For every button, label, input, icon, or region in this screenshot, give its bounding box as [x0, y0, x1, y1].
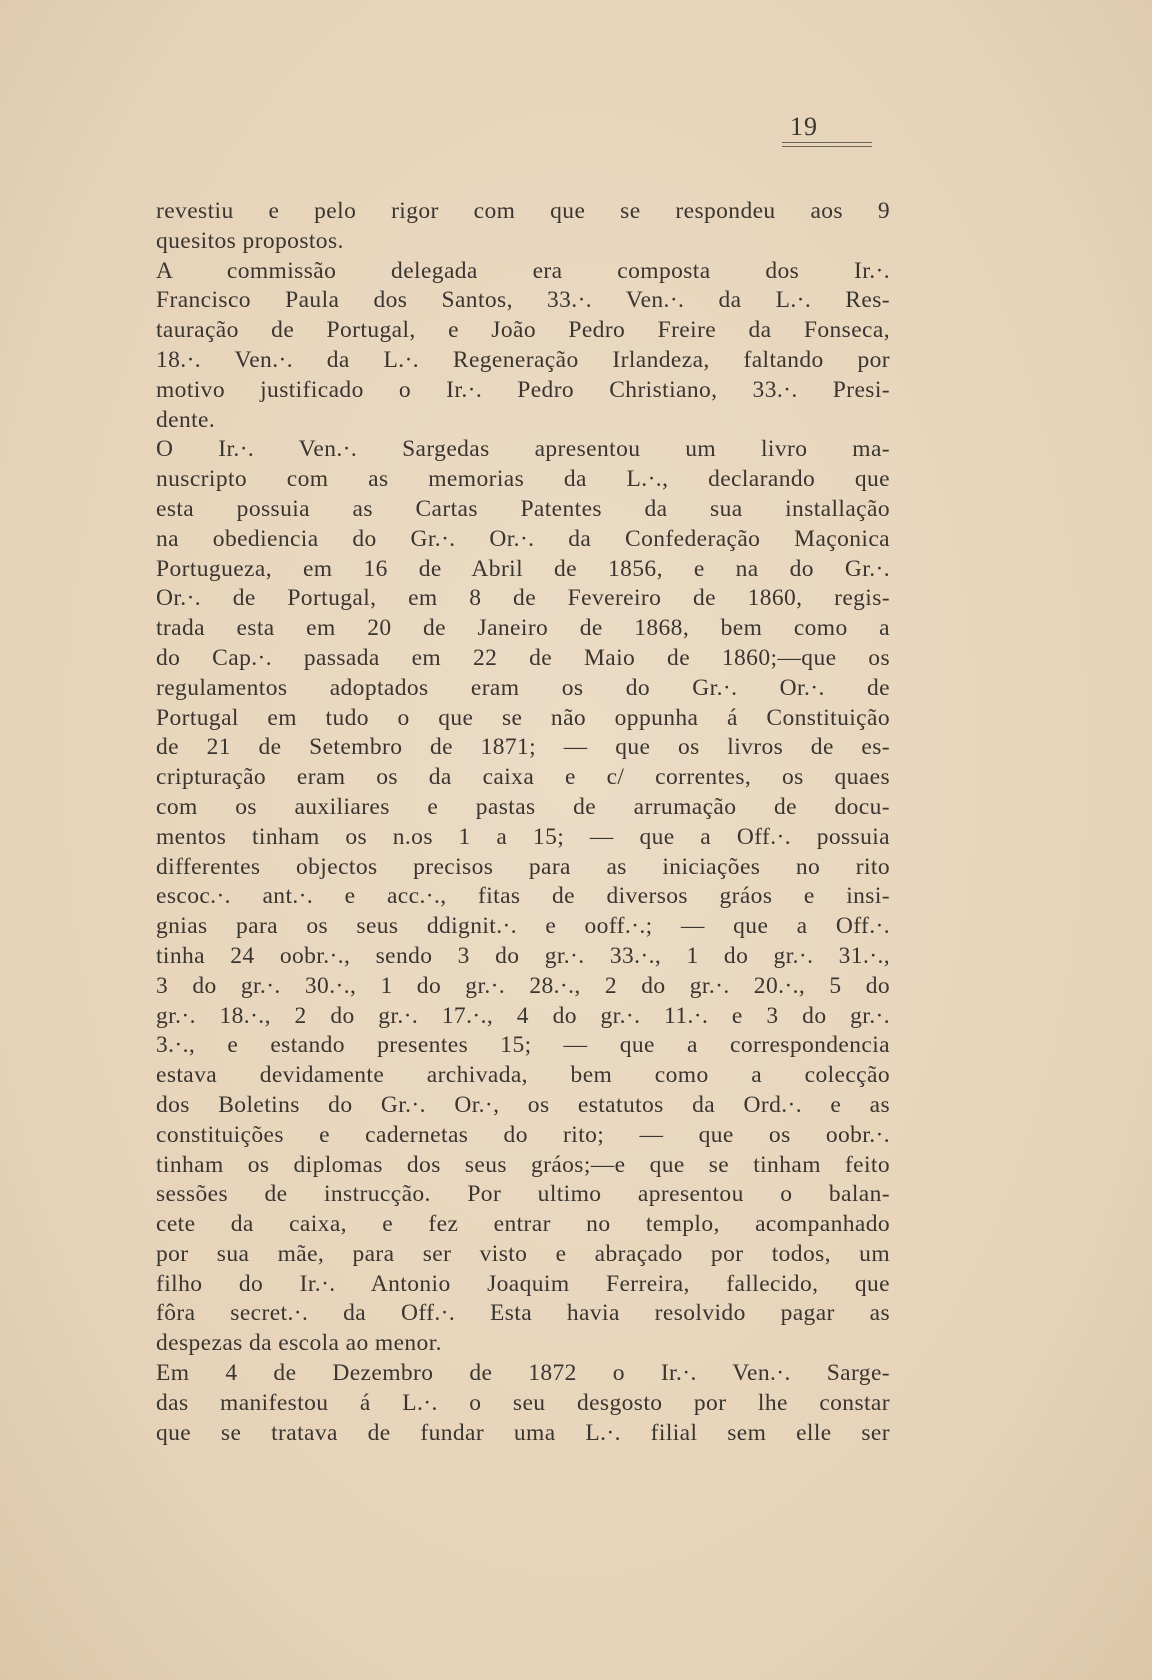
- text-line: differentes objectos precisos para as iniciações no rito: [156, 853, 890, 880]
- text-line: tinha 24 oobr.·., sendo 3 do gr.·. 33.·., 1 do gr.·. 31.·.,: [156, 942, 890, 969]
- text-line: cete da caixa, e fez entrar no templo, acompanhado: [156, 1211, 890, 1238]
- body-text: [156, 197, 890, 1448]
- text-line: de 21 de Setembro de 1871; — que os livros de es-: [156, 734, 890, 761]
- text-line: 3.·., e estando presentes 15; — que a correspondencia: [156, 1032, 890, 1059]
- text-line: motivo justificado o Ir.·. Pedro Christiano, 33.·. Presi-: [156, 376, 890, 403]
- text-line: A commissão delegada era composta dos Ir.·.: [156, 257, 890, 284]
- page-number: 19: [790, 112, 818, 141]
- text-line: Portugal em tudo o que se não oppunha á Constituição: [156, 704, 890, 731]
- text-line: por sua mãe, para ser visto e abraçado por todos, um: [156, 1240, 890, 1267]
- text-line: tinham os diplomas dos seus gráos;—e que se tinham feito: [156, 1151, 890, 1178]
- text-line: Em 4 de Dezembro de 1872 o Ir.·. Ven.·. Sarge-: [156, 1360, 890, 1387]
- text-line: constituições e cadernetas do rito; — que os oobr.·.: [156, 1121, 890, 1148]
- text-line: tauração de Portugal, e João Pedro Freire da Fonseca,: [156, 317, 890, 344]
- text-line: mentos tinham os n.os 1 a 15; — que a Off.·. possuia: [156, 823, 890, 850]
- text-line: Francisco Paula dos Santos, 33.·. Ven.·. da L.·. Res-: [156, 287, 890, 314]
- text-line: quesitos propostos.: [156, 227, 344, 254]
- text-line: regulamentos adoptados eram os do Gr.·. Or.·. de: [156, 674, 890, 701]
- text-line: O Ir.·. Ven.·. Sargedas apresentou um livro ma-: [156, 436, 890, 463]
- text-line: que se tratava de fundar uma L.·. filial sem elle ser: [156, 1419, 890, 1446]
- page-number-rule: [782, 142, 872, 143]
- text-line: 3 do gr.·. 30.·., 1 do gr.·. 28.·., 2 do gr.·. 20.·., 5 do: [156, 972, 890, 999]
- text-line: revestiu e pelo rigor com que se respondeu aos 9: [156, 198, 890, 224]
- text-line: cripturação eram os da caixa e c/ correntes, os quaes: [156, 764, 890, 791]
- text-line: na obediencia do Gr.·. Or.·. da Confederação Maçonica: [156, 525, 890, 552]
- text-line: filho do Ir.·. Antonio Joaquim Ferreira, fallecido, que: [156, 1270, 890, 1297]
- text-line: gnias para os seus ddignit.·. e ooff.·.; — que a Off.·.: [156, 913, 890, 940]
- text-line: estava devidamente archivada, bem como a colecção: [156, 1062, 890, 1089]
- text-line: dente.: [156, 406, 216, 433]
- text-line: Portugueza, em 16 de Abril de 1856, e na do Gr.·.: [156, 555, 890, 582]
- text-line: Or.·. de Portugal, em 8 de Fevereiro de 1860, regis-: [156, 585, 890, 612]
- text-line: das manifestou á L.·. o seu desgosto por lhe constar: [156, 1389, 890, 1416]
- text-line: sessões de instrucção. Por ultimo apresentou o balan-: [156, 1181, 890, 1208]
- text-line: dos Boletins do Gr.·. Or.·, os estatutos da Ord.·. e as: [156, 1091, 890, 1118]
- text-line: despezas da escola ao menor.: [156, 1330, 442, 1357]
- text-line: fôra secret.·. da Off.·. Esta havia resolvido pagar as: [156, 1300, 890, 1327]
- text-line: com os auxiliares e pastas de arrumação de docu-: [156, 793, 890, 820]
- text-line: nuscripto com as memorias da L.·., declarando que: [156, 466, 890, 493]
- text-line: 18.·. Ven.·. da L.·. Regeneração Irlandeza, faltando por: [156, 346, 890, 373]
- text-line: trada esta em 20 de Janeiro de 1868, bem como a: [156, 615, 890, 642]
- page-number-rule-second: [782, 146, 872, 147]
- text-line: esta possuia as Cartas Patentes da sua installação: [156, 495, 890, 522]
- text-line: escoc.·. ant.·. e acc.·., fitas de diversos gráos e insi-: [156, 883, 890, 910]
- text-line: gr.·. 18.·., 2 do gr.·. 17.·., 4 do gr.·. 11.·. e 3 do gr.·.: [156, 1002, 890, 1029]
- text-line: do Cap.·. passada em 22 de Maio de 1860;—que os: [156, 644, 890, 671]
